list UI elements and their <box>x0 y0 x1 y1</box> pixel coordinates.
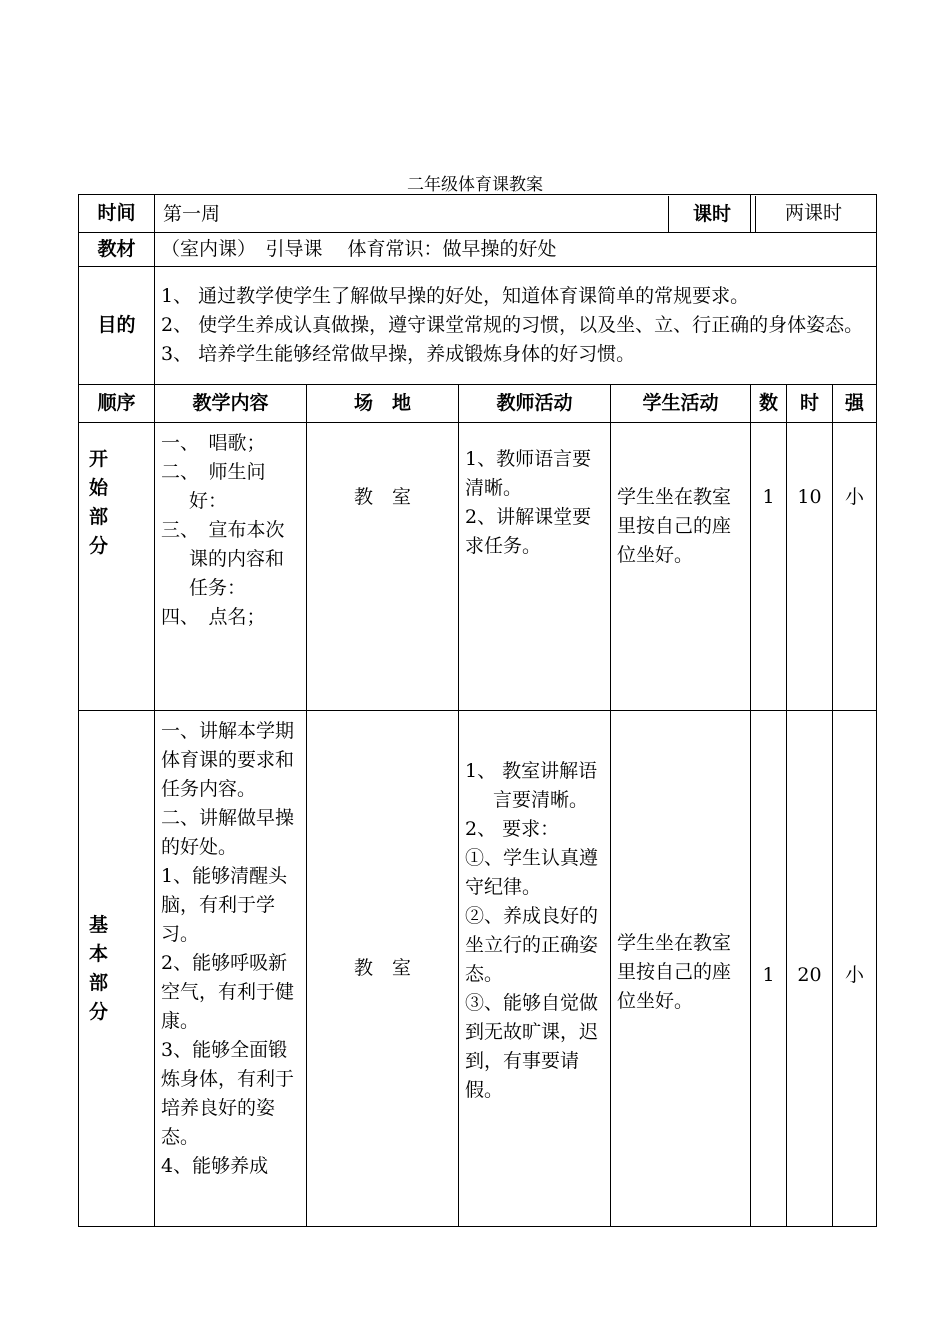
period-value: 两课时 <box>751 195 877 233</box>
col-order: 顺序 <box>79 385 155 423</box>
intensity-cell: 小 <box>833 711 877 1227</box>
period-label: 课时 <box>668 196 756 232</box>
time-cell: 10 <box>787 423 833 711</box>
table-row <box>79 423 877 711</box>
time-value: 第一周 <box>163 202 221 225</box>
col-time: 时 <box>787 385 833 423</box>
goal-label: 目的 <box>79 267 155 385</box>
venue-cell: 教 室 <box>307 423 459 711</box>
goal-row <box>79 267 877 385</box>
col-count: 数 <box>751 385 787 423</box>
goal-item: 1、 通过教学使学生了解做早操的好处，知道体育课简单的常规要求。 <box>161 285 750 307</box>
student-cell: 学生坐在教室里按自己的座位坐好。 <box>611 711 751 1227</box>
content-cell: 一、讲解本学期体育课的要求和任务内容。 二、讲解做早操的好处。 1、能够清醒头脑，有利于学习。 2、能够呼吸新空气，有利于健康。 3、能够全面锻炼身体，有利于培养良好的姿态。 4、能够养成 <box>155 711 307 1227</box>
column-header-row <box>79 385 877 423</box>
table-row <box>79 711 877 1227</box>
student-cell: 学生坐在教室里按自己的座位坐好。 <box>611 423 751 711</box>
col-student: 学生活动 <box>611 385 751 423</box>
lesson-plan-table <box>78 194 877 1227</box>
time-label: 时间 <box>79 195 155 233</box>
goal-item: 2、 使学生养成认真做操，遵守课堂常规的习惯，以及坐、立、行正确的身体姿态。 <box>161 314 864 336</box>
material-value: （室内课） 引导课 体育常识：做早操的好处 <box>155 233 877 267</box>
col-teacher: 教师活动 <box>459 385 611 423</box>
page-title: 二年级体育课教案 <box>407 175 543 195</box>
content-cell: 一、 唱歌； 二、 师生问好： 三、 宣布本次课的内容和任务： 四、 点名； <box>155 423 307 711</box>
material-label: 教材 <box>79 233 155 267</box>
count-cell: 1 <box>751 711 787 1227</box>
teacher-cell: 1、 教室讲解语言要清晰。 2、 要求： ①、学生认真遵守纪律。 ②、养成良好的坐立行的正确姿态。 ③、能够自觉做到无故旷课，迟到，有事要请假。 <box>459 711 611 1227</box>
count-cell: 1 <box>751 423 787 711</box>
material-row <box>79 233 877 267</box>
venue-cell: 教 室 <box>307 711 459 1227</box>
order-cell: 基 本 部 分 <box>79 711 155 1227</box>
col-content: 教学内容 <box>155 385 307 423</box>
time-row <box>79 195 877 233</box>
col-venue: 场 地 <box>307 385 459 423</box>
teacher-cell: 1、教师语言要清晰。 2、讲解课堂要求任务。 <box>459 423 611 711</box>
intensity-cell: 小 <box>833 423 877 711</box>
order-cell: 开 始 部 分 <box>79 423 155 711</box>
goal-item: 3、 培养学生能够经常做早操，养成锻炼身体的好习惯。 <box>161 343 636 365</box>
goal-list <box>155 267 877 385</box>
col-intensity: 强 <box>833 385 877 423</box>
time-cell: 20 <box>787 711 833 1227</box>
